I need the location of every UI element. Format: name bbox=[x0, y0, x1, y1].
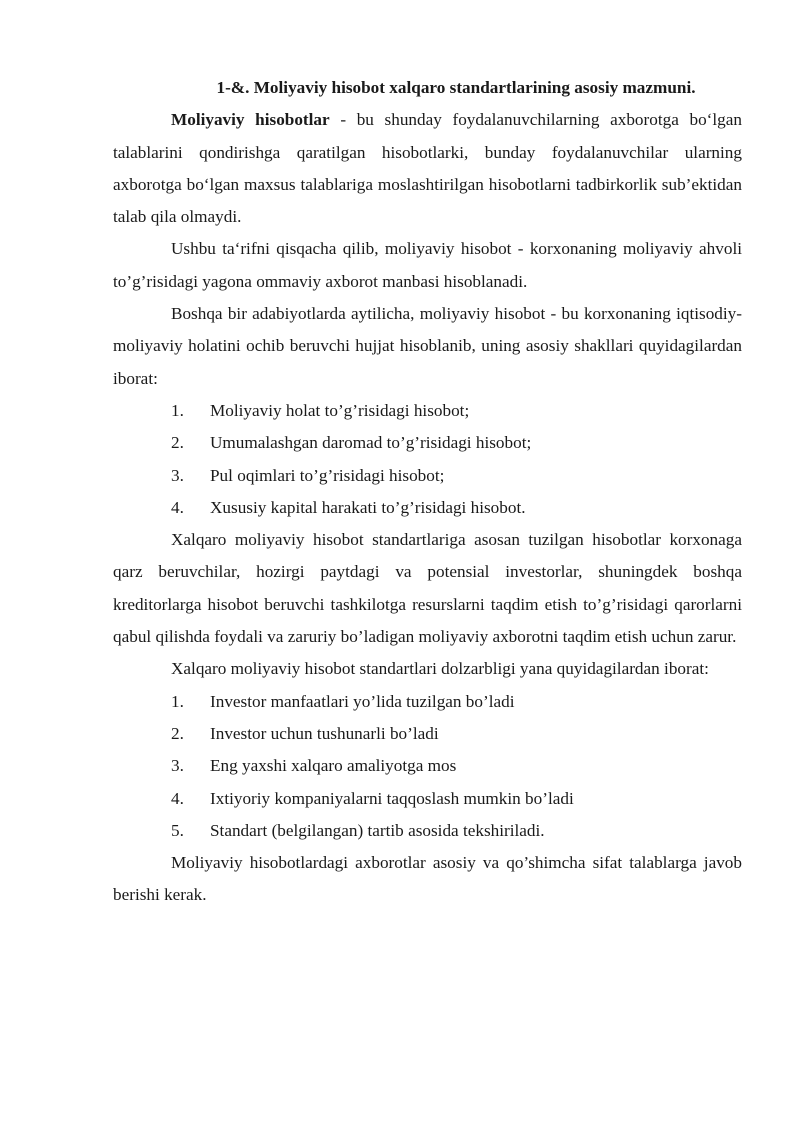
paragraph-3: Boshqa bir adabiyotlarda aytilicha, moliyaviy hisobot - bu korxonaning iqtisodiy-moliyaviy holatini ochib beruvchi hujjat hisoblanib, uning asosiy shakllari quyidagilardan iborat: bbox=[113, 304, 742, 388]
paragraph-6: Moliyaviy hisobotlardagi axborotlar asosiy va qo’shimcha sifat talablarga javob berishi kerak. bbox=[113, 853, 742, 905]
relevance-list bbox=[113, 686, 742, 847]
list-item-number: 2. bbox=[171, 433, 184, 453]
list-item-number: 3. bbox=[171, 756, 184, 776]
list-item bbox=[113, 460, 742, 492]
list-item bbox=[113, 492, 742, 524]
list-item-text: Investor manfaatlari yo’lida tuzilgan bo’ladi bbox=[210, 691, 515, 711]
list-item bbox=[113, 750, 742, 782]
paragraph-5: Xalqaro moliyaviy hisobot standartlari dolzarbligi yana quyidagilardan iborat: bbox=[171, 659, 709, 679]
intro-paragraph bbox=[113, 104, 742, 233]
list-item-text: Eng yaxshi xalqaro amaliyotga mos bbox=[210, 756, 457, 776]
list-item bbox=[113, 395, 742, 427]
list-item-text: Standart (belgilangan) tartib asosida tekshiriladi. bbox=[210, 820, 545, 840]
list-item-text: Pul oqimlari to’g’risidagi hisobot; bbox=[210, 465, 445, 485]
list-item bbox=[113, 815, 742, 847]
document-page bbox=[113, 72, 742, 912]
intro-text: - bu shunday foydalanuvchilarning axborotga bo‘lgan talablarini qondirishga qaratilgan hisobotlarki, bunday foydalanuvchilar ularning axborotga bo‘lgan maxsus talablariga moslashtirilgan hisobotlarni tadbirkorlik sub’ektidan talab qila olmaydi. bbox=[113, 110, 742, 227]
list-item-number: 4. bbox=[171, 788, 184, 808]
defined-term: Moliyaviy hisobotlar bbox=[171, 110, 330, 130]
list-item-text: Xususiy kapital harakati to’g’risidagi hisobot. bbox=[210, 497, 526, 517]
list-item-number: 1. bbox=[171, 400, 184, 420]
list-item-text: Investor uchun tushunarli bo’ladi bbox=[210, 723, 439, 743]
list-item-number: 3. bbox=[171, 465, 184, 485]
list-item bbox=[113, 718, 742, 750]
list-item-number: 5. bbox=[171, 820, 184, 840]
section-heading: 1-&. Moliyaviy hisobot xalqaro standartlarining asosiy mazmuni. bbox=[216, 78, 696, 97]
list-item-number: 4. bbox=[171, 497, 184, 517]
list-item-text: Ixtiyoriy kompaniyalarni taqqoslash mumkin bo’ladi bbox=[210, 788, 574, 808]
list-item-text: Umumalashgan daromad to’g’risidagi hisobot; bbox=[210, 433, 532, 453]
list-item-text: Moliyaviy holat to’g’risidagi hisobot; bbox=[210, 400, 470, 420]
paragraph-4: Xalqaro moliyaviy hisobot standartlariga asosan tuzilgan hisobotlar korxonaga qarz beruvchilar, hozirgi paytdagi va potensial investorlar, shuningdek boshqa kreditorlarga hisobot beruvchi tashkilotga resurslarni taqdim etish to’g’risidagi qarorlarni qabul qilishda foydali va zaruriy bo’ladigan moliyaviy axborotni taqdim etish uchun zarur. bbox=[113, 530, 742, 647]
list-item-number: 1. bbox=[171, 691, 184, 711]
list-item bbox=[113, 427, 742, 459]
list-item bbox=[113, 783, 742, 815]
list-item bbox=[113, 686, 742, 718]
report-forms-list bbox=[113, 395, 742, 524]
paragraph-2: Ushbu ta‘rifni qisqacha qilib, moliyaviy hisobot - korxonaning moliyaviy ahvoli to’g’risidagi yagona ommaviy axborot manbasi hisoblanadi. bbox=[113, 239, 742, 291]
list-item-number: 2. bbox=[171, 723, 184, 743]
